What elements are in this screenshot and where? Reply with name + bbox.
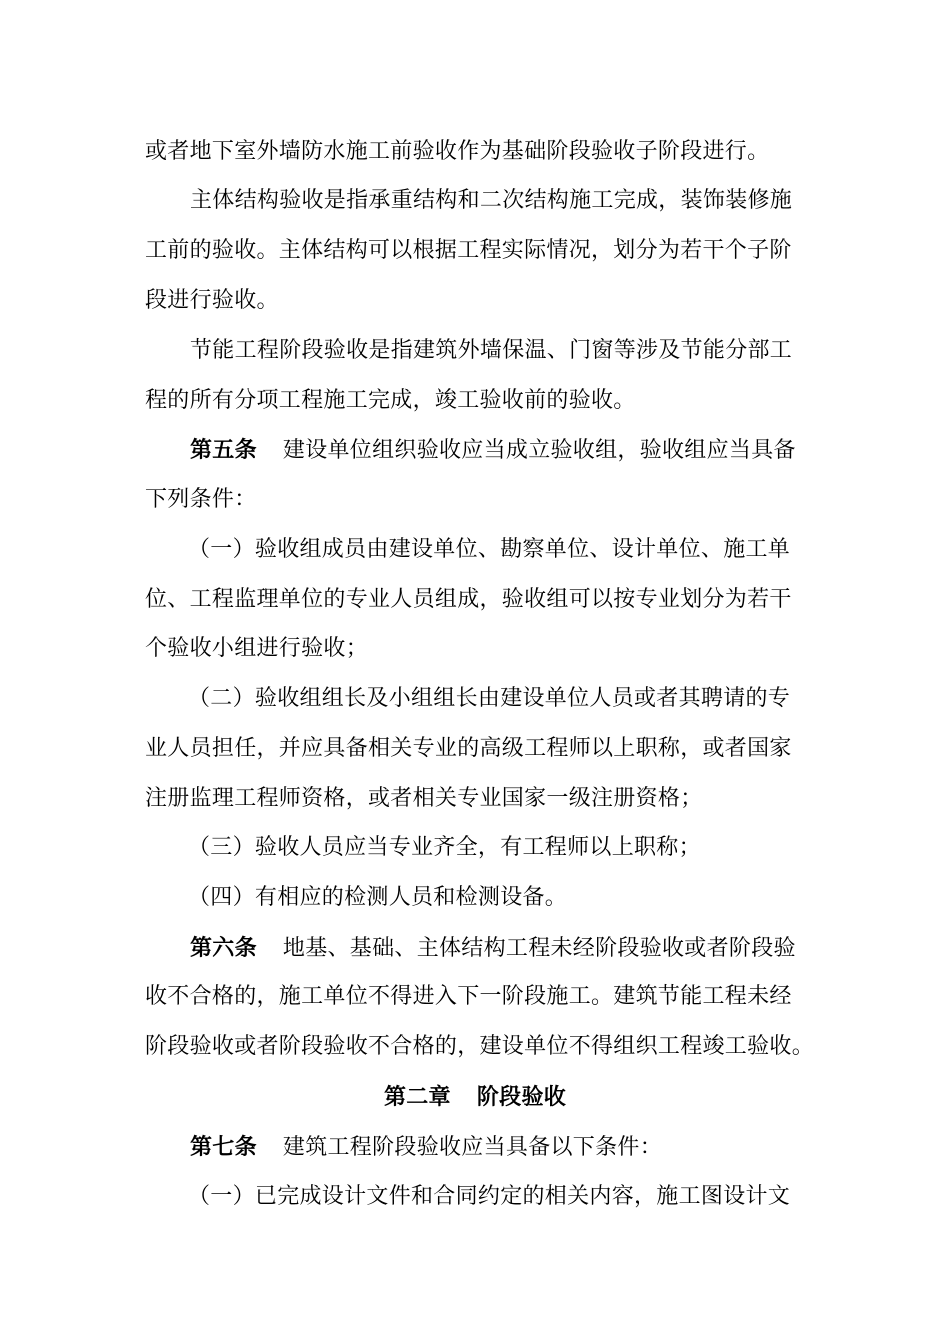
paragraph-line: 位、工程监理单位的专业人员组成，验收组可以按专业划分为若干	[145, 587, 792, 612]
list-item-line: （二）验收组组长及小组组长由建设单位人员或者其聘请的专	[188, 686, 791, 711]
paragraph-line: 主体结构验收是指承重结构和二次结构施工完成，装饰装修施	[190, 188, 793, 213]
article-7-line	[190, 1132, 810, 1162]
paragraph-line: 阶段验收或者阶段验收不合格的，建设单位不得组织工程竣工验收。	[145, 1034, 815, 1059]
list-item-line: （四）有相应的检测人员和检测设备。	[188, 885, 568, 910]
paragraph-line: 节能工程阶段验收是指建筑外墙保温、门窗等涉及节能分部工	[190, 338, 793, 363]
article-7-label: 第七条	[190, 1134, 257, 1160]
paragraph-line: 个验收小组进行验收；	[145, 636, 369, 661]
article-6-line	[190, 933, 810, 963]
chapter-number: 第二章	[383, 1084, 451, 1110]
article-6-label: 第六条	[190, 935, 257, 961]
article-5-label: 第五条	[190, 437, 257, 463]
chapter-title: 阶段验收	[476, 1084, 567, 1110]
paragraph-line: 下列条件：	[145, 487, 257, 512]
paragraph-line: 程的所有分项工程施工完成，竣工验收前的验收。	[145, 388, 636, 413]
list-item-line: （三）验收人员应当专业齐全，有工程师以上职称；	[188, 835, 701, 860]
article-5-line	[190, 435, 810, 465]
paragraph-line: 工前的验收。主体结构可以根据工程实际情况，划分为若干个子阶	[145, 238, 792, 263]
paragraph-line: 注册监理工程师资格，或者相关专业国家一级注册资格；	[145, 786, 703, 811]
article-6-text: 地基、基础、主体结构工程未经阶段验收或者阶段验	[282, 936, 796, 961]
article-5-text: 建设单位组织验收应当成立验收组，验收组应当具备	[282, 438, 796, 463]
list-item-line: （一）验收组成员由建设单位、勘察单位、设计单位、施工单	[188, 537, 791, 562]
article-7-text: 建筑工程阶段验收应当具备以下条件：	[282, 1135, 663, 1160]
paragraph-line: 段进行验收。	[145, 288, 279, 313]
chapter-heading	[145, 1082, 805, 1112]
paragraph-line: 或者地下室外墙防水施工前验收作为基础阶段验收子阶段进行。	[145, 139, 770, 164]
paragraph-line: 业人员担任，并应具备相关专业的高级工程师以上职称，或者国家	[145, 736, 792, 761]
list-item-line: （一）已完成设计文件和合同约定的相关内容，施工图设计文	[188, 1184, 791, 1209]
paragraph-line: 收不合格的，施工单位不得进入下一阶段施工。建筑节能工程未经	[145, 984, 792, 1009]
